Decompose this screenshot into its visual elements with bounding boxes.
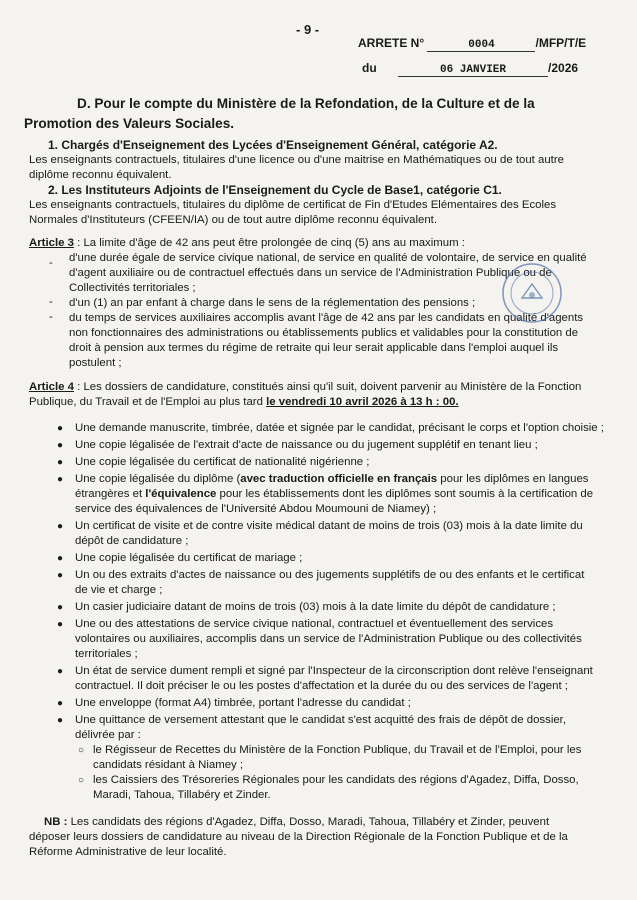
sub-bullet-marker: ○ xyxy=(78,775,85,786)
article4-intro: : Les dossiers de candidature, constitués ainsi qu'il suit, doivent parvenir au Ministère de la Fonction xyxy=(73,381,582,393)
article3-intro-line xyxy=(29,236,465,251)
article3-dash1: Collectivités territoriales ; xyxy=(69,282,196,294)
dash-marker: - xyxy=(49,311,53,323)
article4-bullet: volontaires ou auxiliaires, accomplis dans un service de l'Administration Publique ou des collectivités xyxy=(75,633,582,645)
article3-label: Article 3 xyxy=(29,237,74,249)
item2-heading: 2. Les Instituteurs Adjoints de l'Enseignement du Cycle de Base1, catégorie C1. xyxy=(48,183,502,197)
article4-bullet: Un casier judiciaire datant de moins de trois (03) mois à la date limite du dépôt de candidature ; xyxy=(75,601,556,613)
arrete-line xyxy=(358,36,586,52)
article3-dash1: d'agent auxiliaire ou de contractuel effectués dans un service de l'Administration Publique ou de xyxy=(69,267,552,279)
b4-pre: Une copie légalisée du diplôme ( xyxy=(75,473,241,485)
item1-heading: 1. Chargés d'Enseignement des Lycées d'Enseignement Général, catégorie A2. xyxy=(48,138,498,152)
b4-mid: pour les diplômes en langues xyxy=(437,473,589,485)
page-number: - 9 - xyxy=(296,22,320,37)
b4-bold: avec traduction officielle en français xyxy=(240,473,438,485)
nb-label: NB : xyxy=(44,816,68,828)
bullet-marker: ● xyxy=(57,553,64,564)
article4-bullet: Un certificat de visite et de contre visite médical datant de moins de trois (03) mois à la date limite du xyxy=(75,520,583,532)
article4-bullet: Une copie légalisée du certificat de mariage ; xyxy=(75,552,303,564)
article4-sub-bullet: candidats résidant à Niamey ; xyxy=(93,759,244,771)
article4-bullet: délivrée par : xyxy=(75,729,141,741)
article4-label: Article 4 xyxy=(29,381,74,393)
arrete-label: ARRETE N° xyxy=(358,36,425,50)
article4-sub-bullet: le Régisseur de Recettes du Ministère de la Fonction Publique, du Travail et de l'Emploi, pour les xyxy=(93,744,582,756)
article4-bullet: Une copie légalisée du certificat de nationalité nigérienne ; xyxy=(75,456,370,468)
article3-dash1: d'une durée égale de service civique national, de service en qualité de volontaire, de service en qualité xyxy=(69,252,587,264)
bullet-marker: ● xyxy=(57,666,64,677)
section-title-cont: Promotion des Valeurs Sociales. xyxy=(24,116,235,131)
article3-dash3: non fonctionnaires des administrations ou établissements publics et validables pour la constitution de xyxy=(69,327,579,339)
bullet-marker: ● xyxy=(57,440,64,451)
article4-sub-bullet: les Caissiers des Trésoreries Régionales pour les candidats des régions d'Agadez, Diffa, Dosso, xyxy=(93,774,579,786)
b4-bold2: l'équivalence xyxy=(145,488,217,500)
bullet-marker: ● xyxy=(57,698,64,709)
article4-bullet: contractuel. Il doit préciser le ou les postes d'affectation et la durée du ou des services de l'agent ; xyxy=(75,680,568,692)
official-seal-icon xyxy=(501,262,563,324)
section-title: D. Pour le compte du Ministère de la Refondation, de la Culture et de la xyxy=(77,96,535,111)
bullet-marker: ● xyxy=(57,602,64,613)
article4-bullet: territoriales ; xyxy=(75,648,138,660)
dash-marker: - xyxy=(49,257,53,269)
b4-l2-pre: étrangères et xyxy=(75,488,146,500)
bullet-marker: ● xyxy=(57,474,64,485)
bullet-marker: ● xyxy=(57,423,64,434)
article3-dash3: droit à pension aux termes du régime de retraite qui leur serait applicable dans l'emploi auquel ils xyxy=(69,342,559,354)
article4-bullet: Un état de service dument rempli et signé par l'Inspecteur de la circonscription dont relève l'enseignant xyxy=(75,665,593,677)
article4-bullet: Une demande manuscrite, timbrée, datée et signée par le candidat, précisant le corps et l'option choisie ; xyxy=(75,422,604,434)
bullet-marker: ● xyxy=(57,619,64,630)
article4-bullet: Une enveloppe (format A4) timbrée, portant l'adresse du candidat ; xyxy=(75,697,411,709)
article4-bullet: Une quittance de versement attestant que le candidat s'est acquitté des frais de dépôt de dossier, xyxy=(75,714,567,726)
article3-dash3: postulent ; xyxy=(69,357,122,369)
article4-intro-l2: Publique, du Travail et de l'Emploi au plus tard xyxy=(29,396,267,408)
article4-deadline: le vendredi 10 avril 2026 à 13 h : 00. xyxy=(266,396,459,408)
article4-bullet: Une ou des attestations de service civique national, contractuel et éventuellement des services xyxy=(75,618,554,630)
bullet-marker: ● xyxy=(57,457,64,468)
item1-line: diplôme reconnu équivalent. xyxy=(29,169,172,181)
nb-line: déposer leurs dossiers de candidature au niveau de la Direction Régionale de la Fonction Publique et de la xyxy=(29,831,568,843)
item2-line: Les enseignants contractuels, titulaires du diplôme de certificat de Fin d'Etudes Elémentaires des Ecoles xyxy=(29,199,557,211)
article4-bullet: dépôt de candidature ; xyxy=(75,535,189,547)
article4-bullet: service des équivalences de l'Université Abdou Moumouni de Niamey) ; xyxy=(75,503,437,515)
article3-intro: : La limite d'âge de 42 ans peut être prolongée de cinq (5) ans au maximum : xyxy=(73,237,465,249)
arrete-number: 0004 xyxy=(427,39,535,52)
b4-l2-post: pour les établissements dont les diplômes sont soumis à la certification de xyxy=(216,488,594,500)
article4-bullet: Un ou des extraits d'actes de naissance ou des jugements supplétifs de ou des enfants et le certificat xyxy=(75,569,585,581)
article4-intro-line2 xyxy=(29,395,459,410)
article3-dash3: du temps de services auxiliaires accomplis avant l'âge de 42 ans par les candidats en qualité d'agents xyxy=(69,312,584,324)
article4-intro-line xyxy=(29,380,581,395)
date-value: 06 JANVIER xyxy=(398,64,548,77)
article4-sub-bullet: Maradi, Tahoua, Tillabéry et Zinder. xyxy=(93,789,271,801)
nb-text: Les candidats des régions d'Agadez, Diffa, Dosso, Maradi, Tahoua, Tillabéry et Zinder, peuvent xyxy=(67,816,550,828)
sub-bullet-marker: ○ xyxy=(78,745,85,756)
date-label: du xyxy=(362,61,377,75)
nb-line xyxy=(44,815,549,830)
article4-bullet xyxy=(75,487,615,502)
article4-bullet: de vie et charge ; xyxy=(75,584,163,596)
article4-bullet xyxy=(75,472,615,487)
bullet-marker: ● xyxy=(57,521,64,532)
article3-dash2: d'un (1) an par enfant à charge dans le sens de la réglementation des pensions ; xyxy=(69,297,476,309)
dash-marker: - xyxy=(49,296,53,308)
bullet-marker: ● xyxy=(57,570,64,581)
nb-line: Réforme Administrative de leur localité. xyxy=(29,846,227,858)
date-year: /2026 xyxy=(548,61,579,75)
item2-line: Normales d'Instituteurs (CFEEN/IA) ou de tout autre diplôme reconnu équivalent. xyxy=(29,214,438,226)
item1-line: Les enseignants contractuels, titulaires d'une licence ou d'une maitrise en Mathématiques ou de tout autre xyxy=(29,154,564,166)
date-line xyxy=(362,61,578,77)
bullet-marker: ● xyxy=(57,715,64,726)
article4-bullet: Une copie légalisée de l'extrait d'acte de naissance ou du jugement supplétif en tenant lieu ; xyxy=(75,439,538,451)
arrete-suffix: /MFP/T/E xyxy=(535,36,587,50)
